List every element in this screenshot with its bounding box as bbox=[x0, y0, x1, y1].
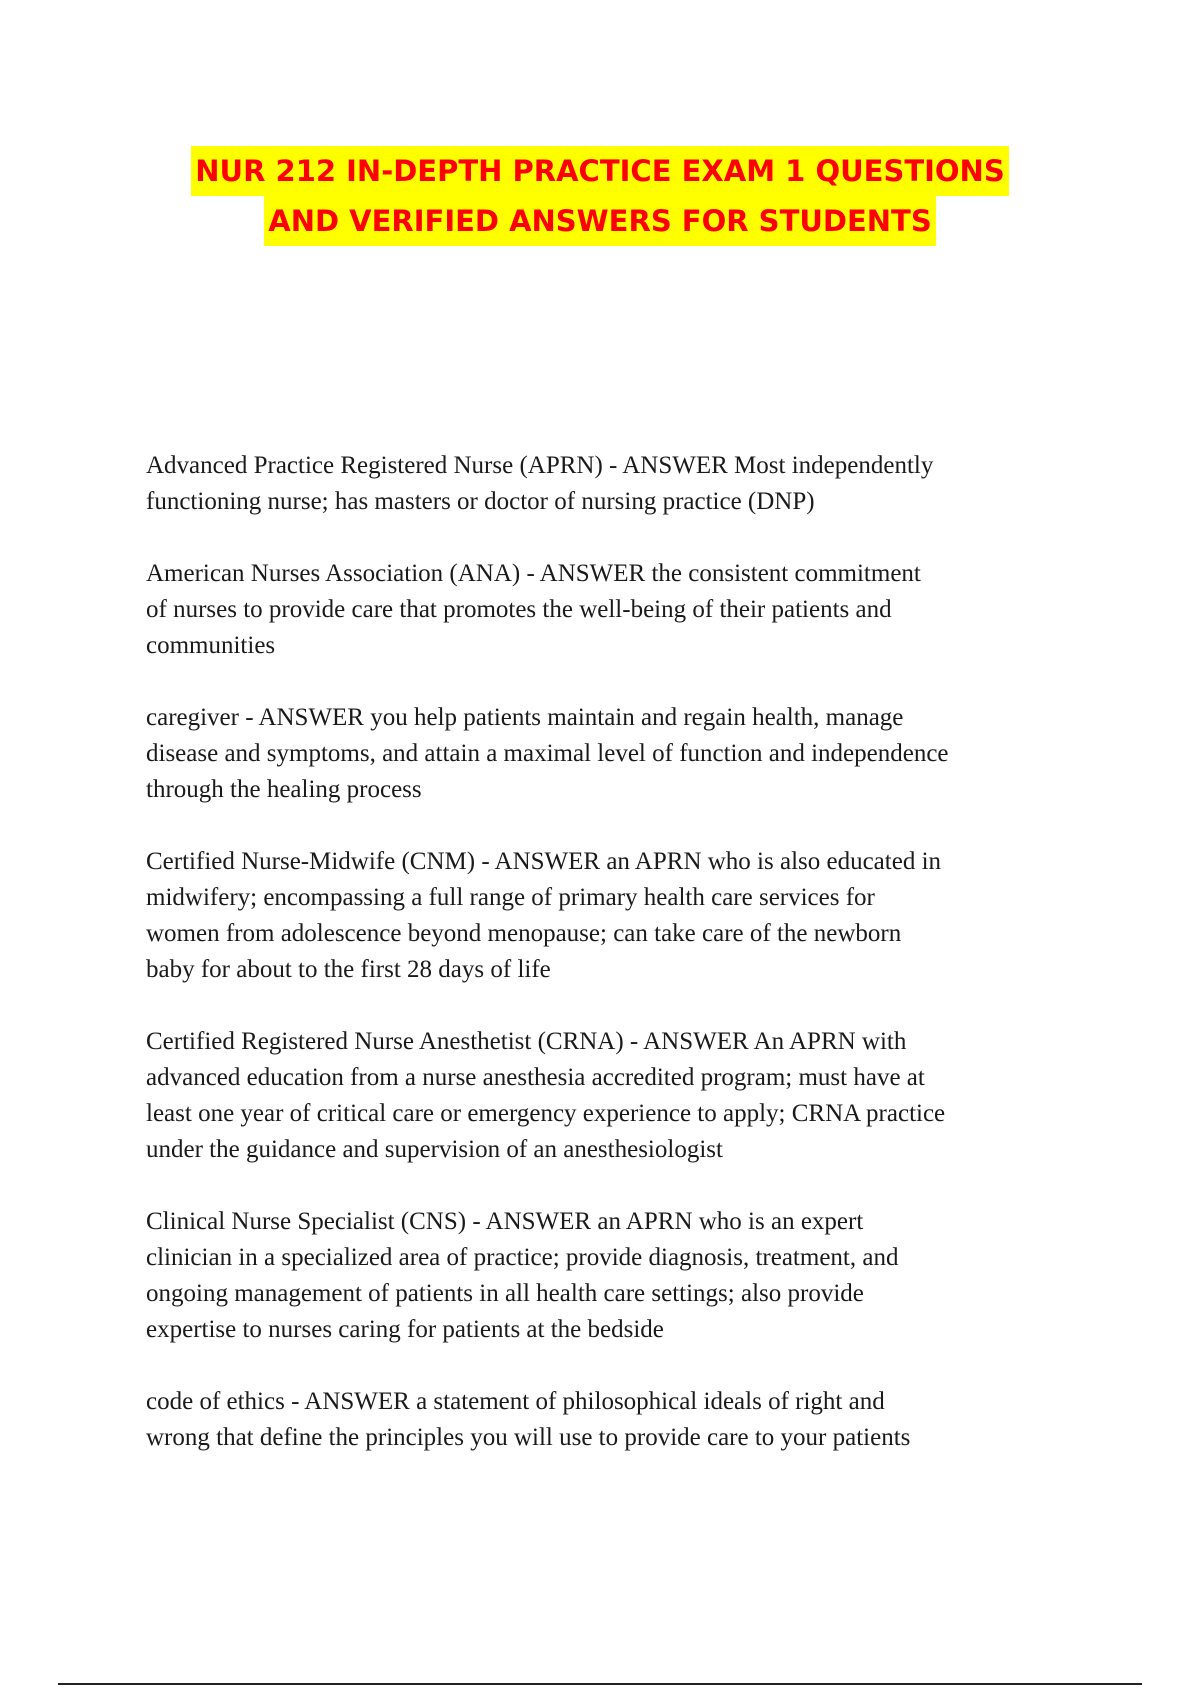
document-title bbox=[0, 146, 1200, 246]
entry-text-line: midwifery; encompassing a full range of primary health care services for bbox=[146, 884, 875, 911]
entry-text-line: ongoing management of patients in all health care settings; also provide bbox=[146, 1280, 864, 1307]
entry-text-line: women from adolescence beyond menopause; can take care of the newborn bbox=[146, 920, 902, 947]
answer-entry-aprn bbox=[146, 448, 1076, 520]
entry-text-line: of nurses to provide care that promotes the well-being of their patients and bbox=[146, 596, 892, 623]
entry-text-line: through the healing process bbox=[146, 776, 422, 803]
entry-text-line: Clinical Nurse Specialist (CNS) - ANSWER an APRN who is an expert bbox=[146, 1208, 864, 1235]
answer-entry-cnm bbox=[146, 844, 1076, 988]
answer-entry-cns bbox=[146, 1204, 1076, 1348]
entry-text-line: caregiver - ANSWER you help patients maintain and regain health, manage bbox=[146, 704, 904, 731]
entry-text-line: American Nurses Association (ANA) - ANSWER the consistent commitment bbox=[146, 560, 921, 587]
entry-text-line: communities bbox=[146, 632, 276, 659]
entry-text-line: Advanced Practice Registered Nurse (APRN) - ANSWER Most independently bbox=[146, 452, 934, 479]
entry-text-line: advanced education from a nurse anesthesia accredited program; must have at bbox=[146, 1064, 925, 1091]
entry-text-line: Certified Nurse-Midwife (CNM) - ANSWER an APRN who is also educated in bbox=[146, 848, 942, 875]
entry-text-line: expertise to nurses caring for patients at the bedside bbox=[146, 1316, 664, 1343]
title-line-2: AND VERIFIED ANSWERS FOR STUDENTS bbox=[264, 196, 935, 246]
entry-text-line: wrong that define the principles you will use to provide care to your patients bbox=[146, 1424, 911, 1451]
entry-text-line: code of ethics - ANSWER a statement of philosophical ideals of right and bbox=[146, 1388, 885, 1415]
answer-entry-ana bbox=[146, 556, 1076, 664]
entry-text-line: disease and symptoms, and attain a maximal level of function and independence bbox=[146, 740, 949, 767]
entry-text-line: least one year of critical care or emergency experience to apply; CRNA practice bbox=[146, 1100, 946, 1127]
answer-list bbox=[146, 448, 1076, 1492]
entry-text-line: clinician in a specialized area of practice; provide diagnosis, treatment, and bbox=[146, 1244, 899, 1271]
entry-text-line: functioning nurse; has masters or doctor of nursing practice (DNP) bbox=[146, 488, 815, 515]
entry-text-line: Certified Registered Nurse Anesthetist (CRNA) - ANSWER An APRN with bbox=[146, 1028, 907, 1055]
title-line-1: NUR 212 IN-DEPTH PRACTICE EXAM 1 QUESTIONS bbox=[191, 146, 1008, 196]
answer-entry-code-of-ethics bbox=[146, 1384, 1076, 1456]
answer-entry-crna bbox=[146, 1024, 1076, 1168]
entry-text-line: under the guidance and supervision of an anesthesiologist bbox=[146, 1136, 723, 1163]
footer-divider bbox=[58, 1683, 1142, 1685]
answer-entry-caregiver bbox=[146, 700, 1076, 808]
entry-text-line: baby for about to the first 28 days of life bbox=[146, 956, 551, 983]
